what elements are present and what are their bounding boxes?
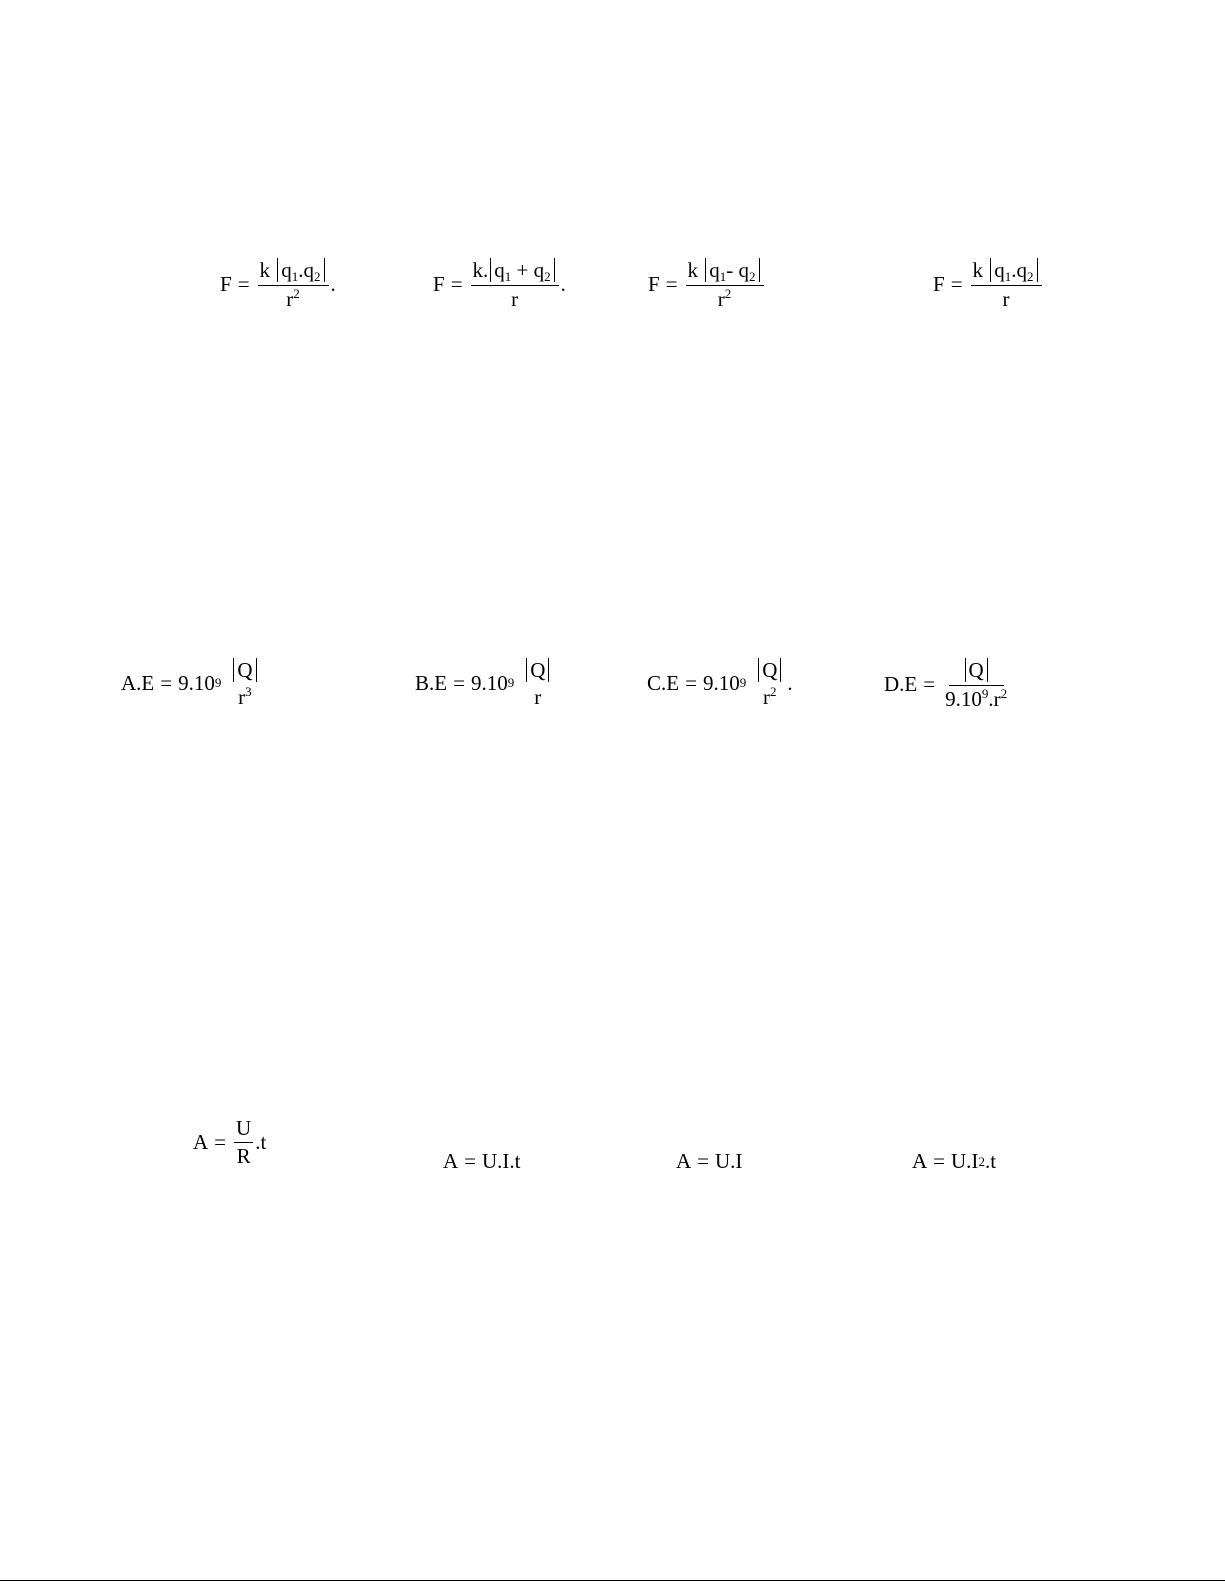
numerator (686, 258, 764, 286)
expression: U.I.t (482, 1149, 521, 1173)
q: q (533, 258, 545, 282)
q1-option-4 (933, 258, 1044, 310)
symbol-F: F (433, 271, 445, 296)
q3-option-1 (193, 1118, 266, 1167)
sub: 1 (291, 269, 299, 284)
Q: Q (530, 658, 546, 682)
period: . (330, 271, 336, 296)
numerator (949, 658, 1004, 686)
q: q (709, 258, 720, 282)
abs-value (490, 258, 554, 282)
q: q (281, 258, 292, 282)
expression: U.I (715, 1149, 743, 1173)
coefficient: 9.10 (945, 687, 982, 712)
q: q (303, 258, 315, 282)
denominator (235, 1143, 253, 1167)
plus: + (516, 258, 529, 282)
coefficient: 9.10 (178, 670, 215, 695)
sub: 1 (719, 269, 727, 284)
coefficient: 9.10 (470, 670, 508, 695)
q: q (738, 258, 750, 282)
fraction (943, 658, 1009, 710)
denominator (532, 684, 543, 708)
r: r (1002, 287, 1010, 312)
Q: Q (968, 658, 984, 682)
denominator (716, 286, 734, 310)
sub: 2 (749, 269, 756, 284)
sub: 2 (1027, 269, 1034, 284)
sup: 3 (245, 684, 252, 700)
R: R (236, 1144, 251, 1168)
equals: = (933, 1149, 946, 1173)
q2-option-b: B.E = 9.10 9 Q r (415, 658, 555, 708)
symbol-A: A (193, 1130, 209, 1154)
numerator (471, 258, 559, 286)
dot: . (1011, 258, 1017, 282)
fraction (229, 658, 260, 708)
equals: = (950, 271, 963, 296)
k: k (259, 258, 271, 282)
q1-option-2 (433, 258, 566, 310)
minus: - (726, 258, 734, 282)
expression: U.I (951, 1149, 979, 1173)
equals: = (464, 1149, 477, 1173)
equals: = (665, 271, 678, 296)
sup: 2 (770, 684, 777, 700)
Q: Q (237, 658, 253, 682)
q2-option-d (884, 658, 1011, 710)
abs-value (277, 258, 324, 282)
times-t: .t (255, 1130, 267, 1154)
equals: = (237, 271, 250, 296)
sup: 2 (724, 286, 732, 302)
option-label: B.E (415, 670, 448, 695)
denominator (284, 286, 302, 310)
period: . (787, 670, 793, 695)
option-label: D.E (884, 671, 918, 696)
q: q (494, 258, 505, 282)
sup: 2 (293, 286, 300, 302)
period: . (560, 271, 566, 296)
fraction (258, 258, 329, 310)
abs-value (965, 658, 988, 682)
sub: 2 (544, 269, 551, 284)
symbol-F: F (220, 271, 232, 296)
symbol-F: F (648, 271, 660, 296)
fraction (471, 258, 559, 310)
q1-option-1 (220, 258, 336, 310)
symbol-A: A (676, 1149, 692, 1173)
option-label: A.E (121, 670, 155, 695)
abs-value (705, 258, 759, 282)
q2-option-c: C.E = 9.10 9 Q $r^2$ . (647, 658, 793, 710)
times-t: .t (984, 1149, 997, 1173)
numerator (258, 258, 329, 286)
numerator (754, 658, 785, 684)
sub: 1 (504, 269, 512, 284)
U: U (236, 1116, 252, 1140)
sup: 9 (981, 686, 989, 702)
sup: 2 (1000, 686, 1008, 702)
coefficient: 9.10 (702, 670, 740, 695)
k-dot: k. (472, 258, 489, 282)
denominator (236, 684, 254, 708)
q2-option-a: A.E = 9.10 9 Q $r^3$ (121, 658, 263, 708)
q3-option-4: A = U.I 2 .t (912, 1149, 997, 1173)
equals: = (697, 1149, 710, 1173)
sub: 1 (1004, 269, 1012, 284)
numerator (234, 1118, 253, 1143)
q3-option-2 (443, 1151, 521, 1172)
q1-option-3 (648, 258, 766, 310)
option-label: C.E (647, 670, 680, 695)
r: r (534, 685, 542, 710)
fraction (234, 1118, 253, 1167)
equals: = (453, 670, 465, 695)
r: .r (988, 687, 1001, 712)
fraction (522, 658, 553, 708)
denominator (1001, 286, 1012, 310)
q: q (1016, 258, 1028, 282)
q3-option-3 (676, 1151, 742, 1172)
r: r (238, 685, 246, 710)
r: r (286, 287, 294, 312)
fraction (754, 658, 785, 708)
r: r (511, 287, 519, 312)
equals: = (214, 1130, 227, 1154)
sub: 2 (314, 269, 321, 284)
r: r (763, 685, 771, 710)
abs-value (233, 658, 256, 682)
numerator (229, 658, 260, 684)
dot: . (298, 258, 304, 282)
symbol-A: A (443, 1149, 459, 1173)
fraction (686, 258, 764, 310)
q: q (994, 258, 1005, 282)
k: k (687, 258, 699, 282)
abs-value (758, 658, 781, 682)
symbol-A: A (912, 1149, 928, 1173)
k: k (972, 258, 984, 282)
denominator (761, 684, 779, 708)
abs-value (526, 658, 549, 682)
numerator (971, 258, 1042, 286)
denominator (943, 686, 1009, 710)
equals: = (923, 671, 936, 696)
denominator (509, 286, 520, 310)
equals: = (450, 271, 463, 296)
abs-value (990, 258, 1037, 282)
equals: = (685, 670, 697, 695)
numerator (522, 658, 553, 684)
r: r (717, 287, 725, 312)
equals: = (160, 670, 173, 695)
page-bottom-rule (0, 1580, 1225, 1581)
fraction (971, 258, 1042, 310)
Q: Q (762, 658, 778, 682)
symbol-F: F (933, 271, 945, 296)
